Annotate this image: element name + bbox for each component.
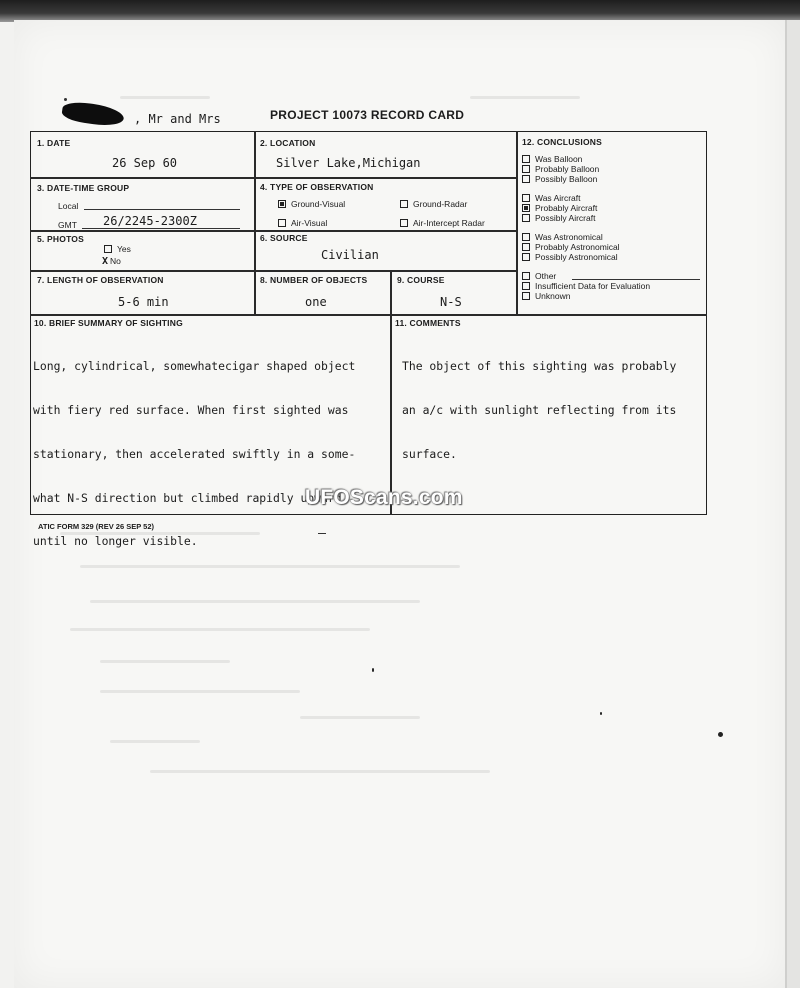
dtg-gmt-label: GMT: [58, 220, 77, 230]
rule: [30, 270, 516, 272]
photos-yes-checkbox: [104, 245, 112, 253]
summary-line: what N-S direction but climbed rapidly upward: [33, 490, 342, 505]
rule: [30, 177, 516, 179]
conclusions-other-group: [522, 271, 650, 301]
conclusion-text: Possibly Balloon: [535, 174, 598, 184]
conclusion-text: Probably Aircraft: [535, 203, 598, 213]
conclusion-checkbox: [522, 165, 530, 173]
conclusion-text: Insufficient Data for Evaluation: [535, 281, 651, 291]
rule: [516, 131, 518, 315]
date-label: 1. DATE: [37, 138, 71, 148]
conclusion-text: Was Aircraft: [535, 193, 581, 203]
summary-line: Long, cylindrical, somewhatecigar shaped object: [33, 359, 356, 374]
scan-speck: [600, 712, 602, 715]
photos-no-mark: X: [102, 256, 109, 267]
scan-speck: [372, 668, 374, 672]
conclusion-option: [522, 252, 620, 262]
objects-label: 8. NUMBER OF OBJECTS: [260, 275, 368, 285]
ground-radar-text: Ground-Radar: [413, 199, 468, 209]
ground-visual-checkbox: [278, 200, 286, 208]
rule: [30, 230, 516, 232]
conclusion-text: Probably Astronomical: [535, 242, 620, 252]
conclusion-checkbox: [522, 282, 530, 290]
summary-line: with fiery red surface. When first sighted was: [33, 402, 349, 417]
location-label: 2. LOCATION: [260, 138, 316, 148]
stray-dash: [318, 533, 326, 534]
conclusion-text: Possibly Aircraft: [535, 213, 596, 223]
rule: [254, 131, 256, 315]
comments-line: an a/c with sunlight reflecting from its: [402, 402, 677, 417]
ground-radar-checkbox: [400, 200, 408, 208]
observation-type-label: 4. TYPE OF OBSERVATION: [260, 182, 374, 192]
conclusion-checkbox: [522, 272, 530, 280]
conclusion-text: Was Balloon: [535, 154, 583, 164]
location-value: Silver Lake,Michigan: [276, 156, 421, 170]
ground-visual-option: [278, 199, 345, 209]
air-intercept-option: [400, 218, 485, 228]
conclusion-option: [522, 213, 597, 223]
photos-no-text: No: [110, 256, 121, 266]
dtg-gmt-value: 26/2245-2300Z: [103, 214, 197, 228]
comments-text: [402, 330, 676, 476]
card-title: PROJECT 10073 RECORD CARD: [270, 108, 465, 122]
air-visual-checkbox: [278, 219, 286, 227]
conclusion-checkbox: [522, 155, 530, 163]
rule: [390, 270, 392, 515]
conclusion-option: [522, 232, 620, 242]
summary-line: stationary, then accelerated swiftly in a some-: [33, 446, 356, 461]
conclusions-balloon-group: [522, 154, 599, 184]
comments-line: surface.: [402, 446, 457, 461]
comments-label: 11. COMMENTS: [395, 318, 461, 328]
air-visual-option: [278, 218, 327, 228]
date-value: 26 Sep 60: [112, 156, 178, 170]
length-value: 5-6 min: [118, 295, 169, 309]
form-identifier: ATIC FORM 329 (REV 26 SEP 52): [38, 522, 155, 531]
conclusion-option: [522, 291, 650, 301]
other-fill-line: [572, 279, 700, 280]
conclusion-text: Probably Balloon: [535, 164, 600, 174]
conclusion-checkbox: [522, 243, 530, 251]
summary-line: until no longer visible.: [33, 534, 198, 549]
conclusion-option: [522, 242, 620, 252]
conclusion-option: [522, 154, 599, 164]
summary-label: 10. BRIEF SUMMARY OF SIGHTING: [34, 318, 183, 328]
source-label: 6. SOURCE: [260, 233, 308, 243]
photos-no-option: [102, 256, 121, 267]
scan-top-shadow: [0, 0, 800, 22]
witness-names: , Mr and Mrs: [134, 112, 221, 126]
conclusion-option: [522, 203, 597, 213]
conclusion-checkbox: [522, 253, 530, 261]
conclusion-checkbox-checked: [522, 204, 530, 212]
conclusion-checkbox: [522, 194, 530, 202]
conclusion-option: [522, 164, 599, 174]
dtg-local-label: Local: [58, 201, 79, 211]
ground-radar-option: [400, 199, 467, 209]
photos-label: 5. PHOTOS: [37, 234, 84, 244]
conclusion-checkbox: [522, 214, 530, 222]
length-label: 7. LENGTH OF OBSERVATION: [37, 275, 164, 285]
rule: [30, 314, 707, 316]
dtg-local-line: [84, 209, 240, 210]
conclusion-text: Was Astronomical: [535, 232, 603, 242]
conclusion-checkbox: [522, 233, 530, 241]
ground-visual-text: Ground-Visual: [291, 199, 346, 209]
scan-speck: [64, 98, 67, 101]
comments-line: The object of this sighting was probably: [402, 359, 677, 374]
conclusion-text: Unknown: [535, 291, 571, 301]
air-intercept-checkbox: [400, 219, 408, 227]
conclusion-option: [522, 281, 650, 291]
page-edge: [785, 20, 800, 988]
air-intercept-text: Air-Intercept Radar: [413, 218, 485, 228]
conclusion-text: Possibly Astronomical: [535, 252, 618, 262]
photos-yes-option: [104, 244, 131, 254]
conclusions-astronomical-group: [522, 232, 620, 262]
conclusion-option: [522, 174, 599, 184]
course-label: 9. COURSE: [397, 275, 445, 285]
conclusion-checkbox: [522, 292, 530, 300]
conclusion-text: Other: [535, 271, 557, 281]
conclusions-label: 12. CONCLUSIONS: [522, 137, 602, 147]
objects-value: one: [305, 295, 327, 309]
course-value: N-S: [440, 295, 462, 309]
dtg-label: 3. DATE-TIME GROUP: [37, 183, 130, 193]
conclusion-checkbox: [522, 175, 530, 183]
watermark: UFOScans.com: [305, 486, 463, 509]
dtg-gmt-line: [82, 228, 240, 229]
photos-yes-text: Yes: [117, 244, 131, 254]
scan-speck: [718, 732, 723, 737]
conclusions-aircraft-group: [522, 193, 597, 223]
source-value: Civilian: [321, 248, 379, 262]
air-visual-text: Air-Visual: [291, 218, 328, 228]
conclusion-option: [522, 193, 597, 203]
